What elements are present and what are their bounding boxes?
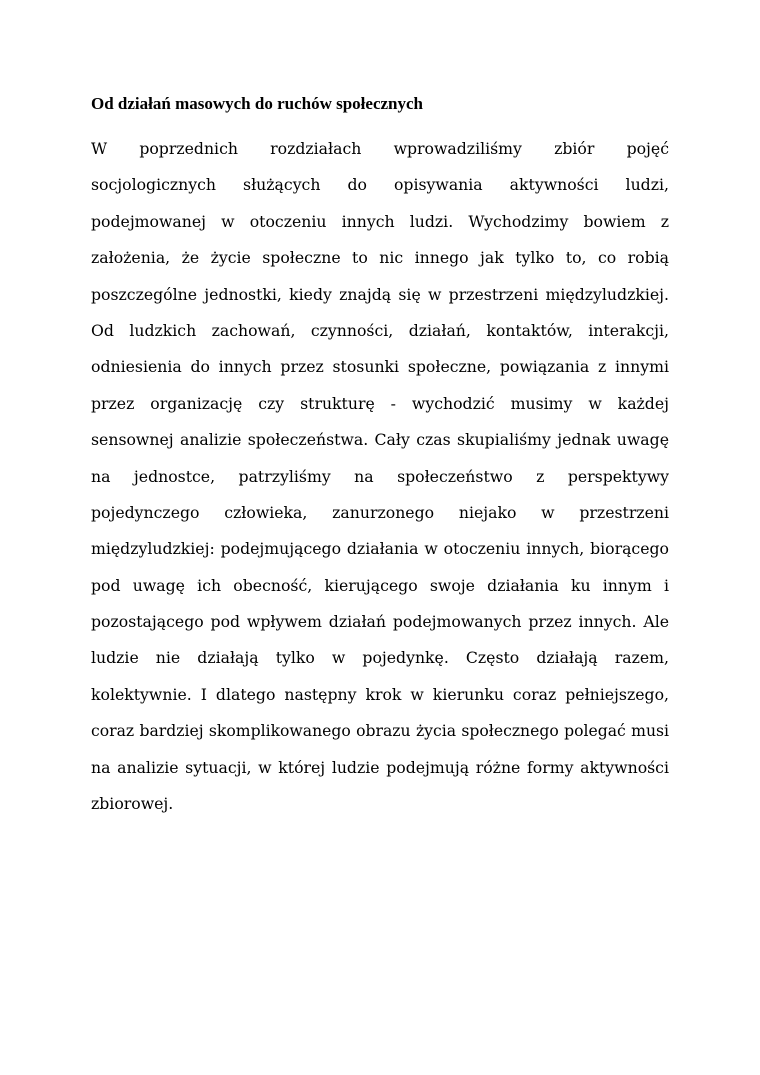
paragraph-line: założenia, że życie społeczne to nic innego jak tylko to, co robią bbox=[91, 248, 669, 268]
paragraph-line: na analizie sytuacji, w której ludzie podejmują różne formy aktywności bbox=[91, 757, 669, 777]
paragraph-line: międzyludzkiej: podejmującego działania w otoczeniu innych, biorącego bbox=[91, 539, 669, 559]
paragraph-line: poszczególne jednostki, kiedy znajdą się w przestrzeni międzyludzkiej. bbox=[91, 284, 669, 304]
paragraph-line: sensownej analizie społeczeństwa. Cały czas skupialiśmy jednak uwagę bbox=[91, 430, 669, 450]
paragraph-line: kolektywnie. I dlatego następny krok w kierunku coraz pełniejszego, bbox=[91, 684, 669, 704]
paragraph-line-last: zbiorowej. bbox=[91, 794, 174, 814]
paragraph-line: przez organizację czy strukturę - wychodzić musimy w każdej bbox=[91, 393, 669, 413]
paragraph-line: Od ludzkich zachowań, czynności, działań, kontaktów, interakcji, bbox=[91, 320, 669, 340]
body-paragraph bbox=[91, 131, 669, 822]
paragraph-line: pod uwagę ich obecność, kierującego swoje działania ku innym i bbox=[91, 575, 669, 595]
paragraph-line: odniesienia do innych przez stosunki społeczne, powiązania z innymi bbox=[91, 357, 669, 377]
paragraph-line: na jednostce, patrzyliśmy na społeczeństwo z perspektywy bbox=[91, 466, 669, 486]
paragraph-line: W poprzednich rozdziałach wprowadziliśmy zbiór pojęć bbox=[91, 139, 669, 158]
paragraph-line: pozostającego pod wpływem działań podejmowanych przez innych. Ale bbox=[91, 612, 669, 632]
paragraph-line: coraz bardziej skomplikowanego obrazu życia społecznego polegać musi bbox=[91, 722, 669, 741]
paragraph-line: socjologicznych służących do opisywania aktywności ludzi, bbox=[91, 175, 669, 195]
paragraph-line: ludzie nie działają tylko w pojedynkę. Często działają razem, bbox=[91, 648, 669, 668]
paragraph-line: pojedynczego człowieka, zanurzonego niejako w przestrzeni bbox=[91, 502, 669, 522]
section-heading: Od działań masowych do ruchów społecznych bbox=[91, 94, 423, 113]
paragraph-line: podejmowanej w otoczeniu innych ludzi. Wychodzimy bowiem z bbox=[91, 211, 669, 231]
